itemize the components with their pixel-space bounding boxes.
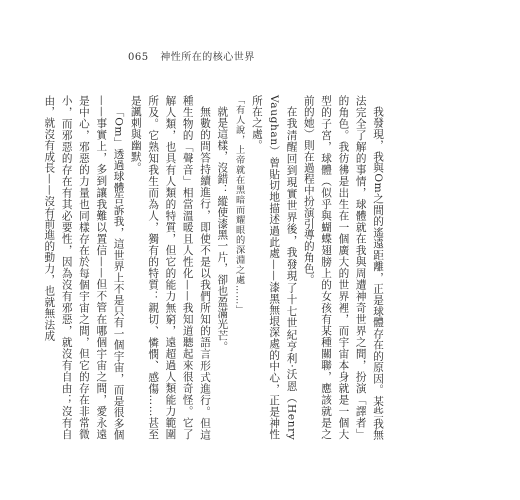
paragraph: 就是這樣，沒錯：縱使漆黑一片，卻也盈滿光芒。 — [216, 105, 229, 352]
chapter-title: 神性所在的核心世界 — [160, 52, 255, 63]
paragraph: 在我清醒回到現實世界後，我發現了十七世紀亨利‧沃恩（Henry Vaughan）曾貼切地描述過此處——漆黑無垠深處的中心，正是神性所在之處。 — [250, 95, 298, 440]
paragraph: 「Om」透過球體告訴我，這世界上不是只有一個宇宙，而是很多個——事實上，多到讓我難以置信——但不管在哪個宇宙之間，愛永遠是中心，邪惡的力量也同樣存在於每個宇宙之間，但它的存在非常微小，而邪惡的存在有其必要性，因為沒有邪惡，就沒有自由；沒有自由，就沒有成長——沒有前進的動力，也就無法成 — [43, 95, 125, 440]
page-number: 065 — [128, 52, 149, 63]
paragraph: 我發現，我與Om之間的遙遠距離，正是球體存在的原因。某些我無法完全了解的事情，球體就在我與周遭神奇世界之間，扮演「譯者」的角色。我彷彿是出生在一個廣大的世界裡，而宇宙本身就是一個大型的子宮，球體（似乎與蝴蝶翅膀上的女孩有某種關聯，應該就是之前的她）則在過程中扮演引導的角色。 — [302, 95, 384, 440]
quotation: 「有人說，上帝就在黑暗而耀眼的深淵之處……」 — [233, 95, 245, 315]
paragraph: 無數的問答持續進行，即使不是以我們所知的語言形式進行。但這種生物的「聲音」相當溫暖且人性化——我知道聽起來很奇怪。它了解人類，也具有人類的特質，但它的能力無窮，遠超過人類能力範圍所及。它熟知我生而為人，獨有的特質：親切、憐憫、感傷……甚至是諷刺與幽默。 — [129, 95, 212, 440]
vertical-body-text — [40, 95, 386, 440]
running-header — [128, 48, 255, 63]
